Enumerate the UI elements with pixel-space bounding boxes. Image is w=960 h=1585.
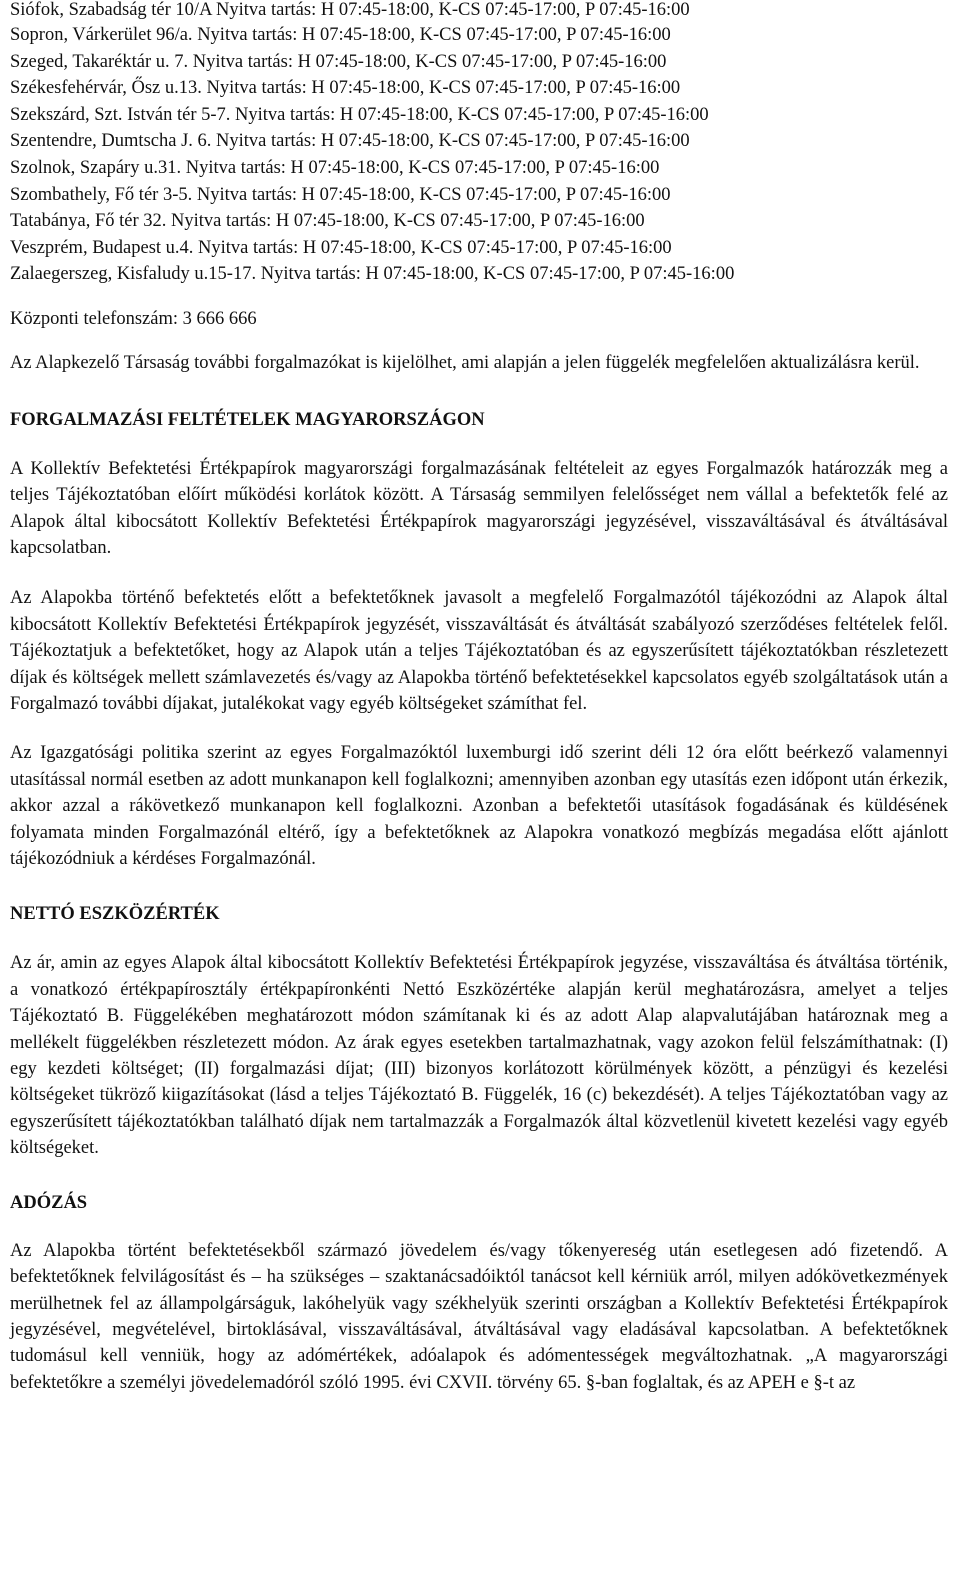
branch-entry [10,75,948,102]
branch-entry [10,208,948,235]
branch-hours: Nyitva tartás: H 07:45-18:00, K-CS 07:45-17:00, P 07:45-16:00 [216,131,690,152]
branch-address: Sopron, Várkerület 96/a. [10,25,193,45]
section-heading-tax: ADÓZÁS [10,1192,88,1213]
distribution-paragraph-2: Az Alapokba történő befektetés előtt a befektetőknek javasolt a megfelelő Forgalmazótól tájékozódni az Alapok által kibocsátott Kollektív Befektetési Értékpapírok jegyzését, visszaváltását és átváltását szabályozó szerződéses feltételek felől. Tájékoztatjuk a befektetőket, hogy az Alapok után a teljes Tájékoztatóban és az egyszerűsített tájékoztatókban részletezett díjak és költségek mellett számlavezetés és/vagy az Alapokba történő befektetésekkel kapcsolatos egyéb szolgáltatások után a Forgalmazó további díjakat, jutalékokat vagy egyéb költségeket számíthat fel. [10,588,948,714]
branch-address: Szombathely, Fő tér 3-5. [10,184,193,205]
branch-entry [10,155,948,182]
branch-hours: Nyitva tartás: H 07:45-18:00, K-CS 07:45-17:00, P 07:45-16:00 [185,157,660,178]
branch-hours: Nyitva tartás: H 07:45-18:00, K-CS 07:45-17:00, P 07:45-16:00 [206,78,681,99]
branch-address: Szekszárd, Szt. István tér 5-7. [10,104,231,125]
branch-hours: Nyitva tartás: H 07:45-18:00, K-CS 07:45-17:00, P 07:45-16:00 [171,211,645,232]
branch-hours: Nyitva tartás: H 07:45-18:00, K-CS 07:45-17:00, P 07:45-16:00 [198,237,672,258]
tax-paragraph: Az Alapokba történt befektetésekből származó jövedelem és/vagy tőkenyereség után esetlegesen adó fizetendő. A befektetőknek felvilágosítást és – ha szükséges – szaktanácsadóiktól tanácsot kell kérniük arról, milyen adókövetkezmények merülhetnek fel az állampolgárságuk, lakóhelyük vagy székhelyük szerinti országban a Kollektív Befektetési Értékpapírok jegyzésével, megvételével, birtoklásával, visszaváltásával, átváltásával vagy eladásával kapcsolatban. A befektetőknek tudomásul kell venniük, hogy az adómértékek, adóalapok és adómentességek megváltozhatnak. „A magyarországi befektetőkre a személyi jövedelemadóról szóló 1995. évi CXVII. törvény 65. §-ban foglaltak, és az APEH e §-t az [10,1240,948,1393]
branch-hours: Nyitva tartás: H 07:45-18:00, K-CS 07:45-17:00, P 07:45-16:00 [216,0,690,20]
section-heading-distribution: FORGALMAZÁSI FELTÉTELEK MAGYARORSZÁGON [10,409,485,430]
branch-entry [10,128,948,155]
branch-entry [10,261,948,288]
branch-address: Veszprém, Budapest u.4. [10,237,194,258]
branch-address: Szeged, Takaréktár u. 7. [10,51,189,72]
branch-hours: Nyitva tartás: H 07:45-18:00, K-CS 07:45-17:00, P 07:45-16:00 [260,264,735,285]
branch-entry [10,102,948,129]
branch-hours: Nyitva tartás: H 07:45-18:00, K-CS 07:45-17:00, P 07:45-16:00 [196,184,671,205]
branch-address: Szolnok, Szapáry u.31. [10,157,182,178]
branch-address: Tatabánya, Fő tér 32. [10,211,167,232]
branch-hours: Nyitva tartás: H 07:45-18:00, K-CS 07:45-17:00, P 07:45-16:00 [197,25,671,45]
branch-hours: Nyitva tartás: H 07:45-18:00, K-CS 07:45-17:00, P 07:45-16:00 [235,104,709,125]
branch-list [10,0,948,288]
section-heading-nav: NETTÓ ESZKÖZÉRTÉK [10,904,220,925]
branch-hours: Nyitva tartás: H 07:45-18:00, K-CS 07:45-17:00, P 07:45-16:00 [192,51,667,72]
branch-entry [10,49,948,76]
branch-address: Szentendre, Dumtscha J. 6. [10,131,212,152]
distributor-notice: Az Alapkezelő Társaság további forgalmazókat is kijelölhet, ami alapján a jelen függelék megfelelően aktualizálásra kerül. [10,353,920,374]
branch-entry [10,235,948,262]
branch-entry [10,22,948,49]
branch-address: Székesfehérvár, Ősz u.13. [10,78,202,99]
distribution-paragraph-3: Az Igazgatósági politika szerint az egyes Forgalmazóktól luxemburgi idő szerint déli 12 óra előtt beérkező valamennyi utasítással normál esetben az adott munkanapon kell foglalkozni; amennyiben azonban egy utasítás ezen időpont után érkezik, akkor azzal a rákövetkező munkanapon kell foglalkozni. Azonban a befektetői utasítások fogadásának és küldésének folyamata minden Forgalmazónál eltérő, így a befektetőknek az Alapokra vonatkozó megbízás megadása előtt ajánlott tájékozódniuk a kérdéses Forgalmazónál. [10,743,948,870]
nav-paragraph: Az ár, amin az egyes Alapok által kibocsátott Kollektív Befektetési Értékpapírok jegyzése, visszaváltása és átváltása történik, a vonatkozó értékpapírosztály értékpapíronkénti Nettó Eszközértéke alapján kerül meghatározásra, amelyet a teljes Tájékoztató B. Függelékében meghatározott módon számítanak ki és az adott Alap alapvalutájában határoznak meg a mellékelt függelékben részletezett módon. Az árak egyes esetekben tartalmazhatnak, vagy azokon felül felszámíthatnak: (I) egy kezdeti költséget; (II) forgalmazási díjat; (III) bizonyos korlátozott körülmények között, a pénzügyi és kezelési költségeket tükröző kiigazításokat (lásd a teljes Tájékoztató B. Függelék, 16 (c) bekezdését). A teljes Tájékoztatóban vagy az egyszerűsített tájékoztatókban található díjak nem tartalmazzák a Forgalmazók által közvetlenül kivetett kezelési vagy egyéb költségeket. [10,953,948,1159]
branch-address: Siófok, Szabadság tér 10/A [10,0,212,20]
branch-address: Zalaegerszeg, Kisfaludy u.15-17. [10,264,257,285]
branch-entry [10,0,948,22]
branch-entry [10,182,948,209]
distribution-paragraph-1: A Kollektív Befektetési Értékpapírok magyarországi forgalmazásának feltételeit az egyes Forgalmazók határozzák meg a teljes Tájékoztatóban előírt működési korlátok között. A Társaság semmilyen felelősséget nem vállal a befektetők felé az Alapok által kibocsátott Kollektív Befektetési Értékpapírok magyarországi jegyzésével, visszaváltásával és átváltásával kapcsolatban. [10,458,948,558]
central-phone-line: Központi telefonszám: 3 666 666 [10,308,257,329]
